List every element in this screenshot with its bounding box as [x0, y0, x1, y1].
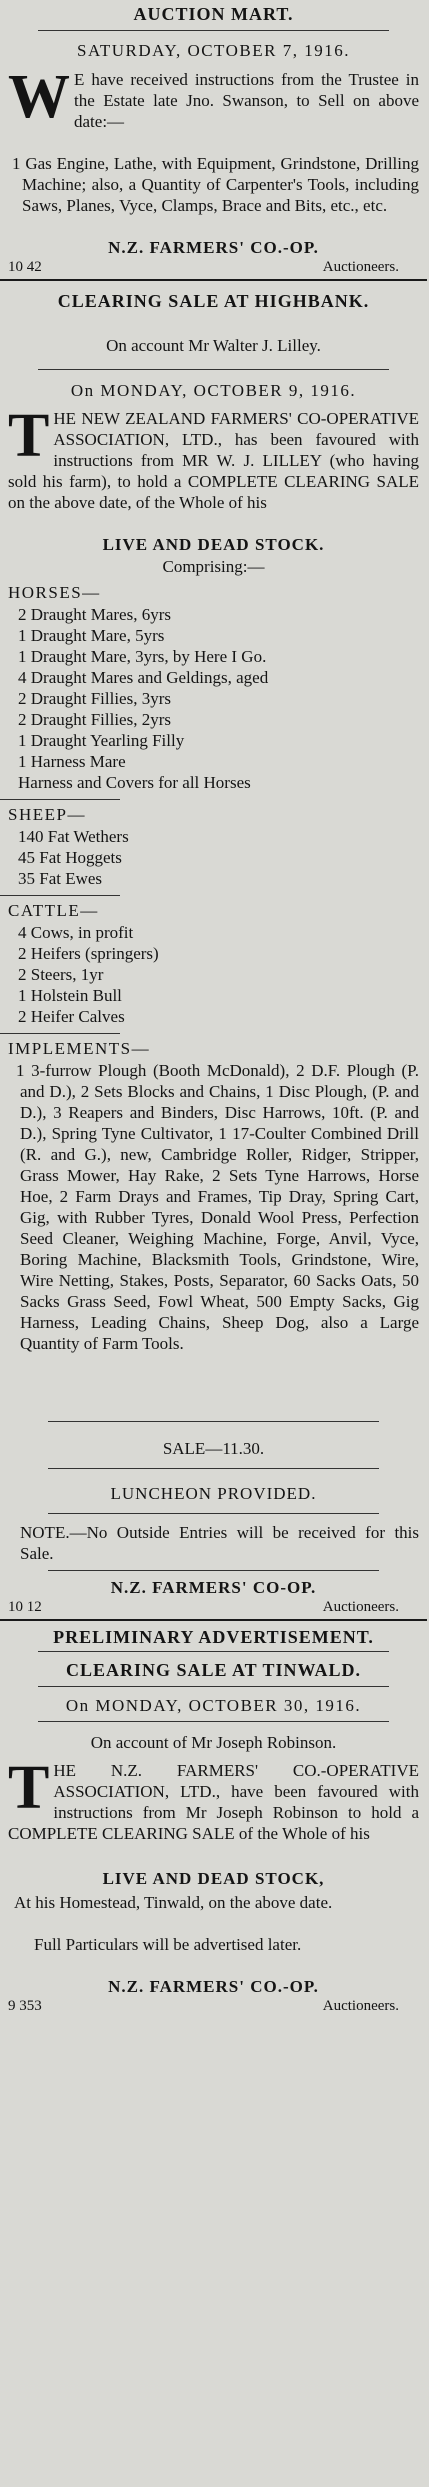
divider [48, 1468, 379, 1469]
horse-list-item: 2 Draught Fillies, 2yrs [18, 710, 171, 729]
cattle-list-item: 4 Cows, in profit [18, 923, 134, 942]
firm-name: N.Z. FARMERS' CO.-OP. [108, 1977, 319, 1996]
classified-column [8, 2, 419, 2018]
signature-line [8, 1597, 419, 1619]
auctioneers-label: Auctioneers. [322, 1599, 399, 1615]
reference-number: 9 353 [8, 1998, 42, 2014]
sale-time: SALE—11.30. [162, 1439, 265, 1458]
highbank-intro [8, 402, 419, 534]
drop-cap: W [8, 63, 70, 131]
reference-number: 10 12 [8, 1599, 42, 1615]
auctioneers-label: Auctioneers. [322, 259, 399, 275]
intro-text: E have received instructions from the Trustee in the Estate late Jno. Swanson, to Sell on above date:— [74, 70, 419, 131]
signature-line [8, 1996, 419, 2018]
sheep-list [8, 826, 419, 889]
horse-list-item: 1 Harness Mare [18, 752, 126, 771]
comprising-label: Comprising:— [162, 557, 265, 576]
tinwald-intro [8, 1754, 419, 1866]
auction-mart-ad [8, 2, 419, 279]
divider [0, 799, 120, 800]
divider [48, 1513, 379, 1514]
preliminary-label: PRELIMINARY ADVERTISEMENT. [53, 1627, 374, 1647]
horse-list-item: 2 Draught Mares, 6yrs [18, 605, 171, 624]
cattle-heading: CATTLE— [8, 901, 99, 920]
drop-cap: T [8, 402, 50, 470]
signature-line [8, 257, 419, 279]
cattle-list-item: 1 Holstein Bull [18, 986, 122, 1005]
highbank-date: On MONDAY, OCTOBER 9, 1916. [70, 381, 357, 400]
divider [0, 1033, 120, 1034]
outside-entries-note: NOTE.—No Outside Entries will be received for this Sale. [20, 1523, 419, 1563]
stock-heading: LIVE AND DEAD STOCK. [102, 535, 325, 554]
tinwald-clearing-sale-ad [8, 1621, 419, 2018]
tinwald-title: CLEARING SALE AT TINWALD. [65, 1660, 362, 1680]
stock-heading: LIVE AND DEAD STOCK, [102, 1869, 325, 1888]
auction-mart-date: SATURDAY, OCTOBER 7, 1916. [77, 41, 350, 60]
intro-text: HE NEW ZEALAND FARMERS' CO-OPERATIVE ASSOCIATION, LTD., has been favoured with instructions from MR W. J. LILLEY (who having sold his farm), to hold a COMPLETE CLEARING SALE on the above date, of the Whole of his [8, 409, 419, 512]
cattle-list-item: 2 Steers, 1yr [18, 965, 104, 984]
highbank-account: On account Mr Walter J. Lilley. [106, 336, 321, 355]
horses-list [8, 604, 419, 793]
divider [48, 1570, 379, 1571]
sheep-heading: SHEEP— [8, 805, 86, 824]
particulars-note: Full Particulars will be advertised later. [34, 1935, 302, 1954]
horse-list-item: 1 Draught Mare, 3yrs, by Here I Go. [18, 647, 267, 666]
drop-cap: T [8, 1754, 50, 1822]
implements-list: 1 3-furrow Plough (Booth McDonald), 2 D.F. Plough (P. and D.), 2 Sets Blocks and Chains, 1 Disc Plough, (P. and D.), 3 Reapers and Binders, Disc Harrows, 10ft. (P. and D.), Spring Tyne Cultivator, 1 17-Coulter Combined Drill (R. and G.), new, Cambridge Roller, Ridger, Stripper, Grass Mower, Hay Rake, 2 Sets Tyne Harrows, Horse Hoe, 2 Farm Drays and Frames, Tip Dray, Spring Cart, Gig, with Rubber Tyres, Donald Wool Press, Perfection Seed Cleaner, Weighing Machine, Forge, Anvil, Vyce, Boring Machine, Blacksmith Tools, Grindstone, Wire, Wire Netting, Stakes, Posts, Separator, 60 Sacks Oats, 50 Sacks Grass Seed, Fowl Wheat, 500 Empty Sacks, Gig Harness, Leading Chains, Sheep Dog, also a Large Quantity of Farm Tools. [16, 1061, 419, 1353]
horse-list-item: 2 Draught Fillies, 3yrs [18, 689, 171, 708]
cattle-list [8, 922, 419, 1027]
horse-list-item: Harness and Covers for all Horses [18, 773, 251, 792]
auctioneers-label: Auctioneers. [322, 1998, 399, 2014]
firm-name: N.Z. FARMERS' CO.-OP. [108, 238, 319, 257]
implements-heading: IMPLEMENTS— [8, 1039, 151, 1058]
sheep-list-item: 35 Fat Ewes [18, 869, 103, 888]
reference-number: 10 42 [8, 259, 42, 275]
cattle-list-item: 2 Heifers (springers) [18, 944, 159, 963]
horse-list-item: 4 Draught Mares and Geldings, aged [18, 668, 269, 687]
intro-text: HE N.Z. FARMERS' CO.-OPERATIVE ASSOCIATION, LTD., have been favoured with instructions from Mr Joseph Robinson to hold a COMPLETE CLEARING SALE of the Whole of his [8, 1761, 419, 1843]
sheep-list-item: 45 Fat Hoggets [18, 848, 122, 867]
homestead-note: At his Homestead, Tinwald, on the above date. [14, 1893, 333, 1912]
tinwald-date: On MONDAY, OCTOBER 30, 1916. [65, 1696, 362, 1715]
highbank-title: CLEARING SALE AT HIGHBANK. [57, 291, 370, 311]
luncheon-notice: LUNCHEON PROVIDED. [110, 1484, 317, 1503]
divider [0, 895, 120, 896]
auction-mart-title: AUCTION MART. [133, 4, 294, 24]
horses-heading: HORSES— [8, 583, 101, 602]
highbank-clearing-sale-ad [8, 281, 419, 1619]
horse-list-item: 1 Draught Mare, 5yrs [18, 626, 165, 645]
firm-name: N.Z. FARMERS' CO-OP. [110, 1578, 317, 1597]
auction-mart-items: 1 Gas Engine, Lathe, with Equipment, Grindstone, Drilling Machine; also, a Quantity of Carpenter's Tools, including Saws, Planes, Vyce, Clamps, Brace and Bits, etc., etc. [12, 154, 419, 215]
horse-list-item: 1 Draught Yearling Filly [18, 731, 185, 750]
auction-mart-intro [8, 63, 419, 153]
tinwald-account: On account of Mr Joseph Robinson. [90, 1733, 337, 1752]
sheep-list-item: 140 Fat Wethers [18, 827, 129, 846]
cattle-list-item: 2 Heifer Calves [18, 1007, 125, 1026]
divider [48, 1421, 379, 1422]
